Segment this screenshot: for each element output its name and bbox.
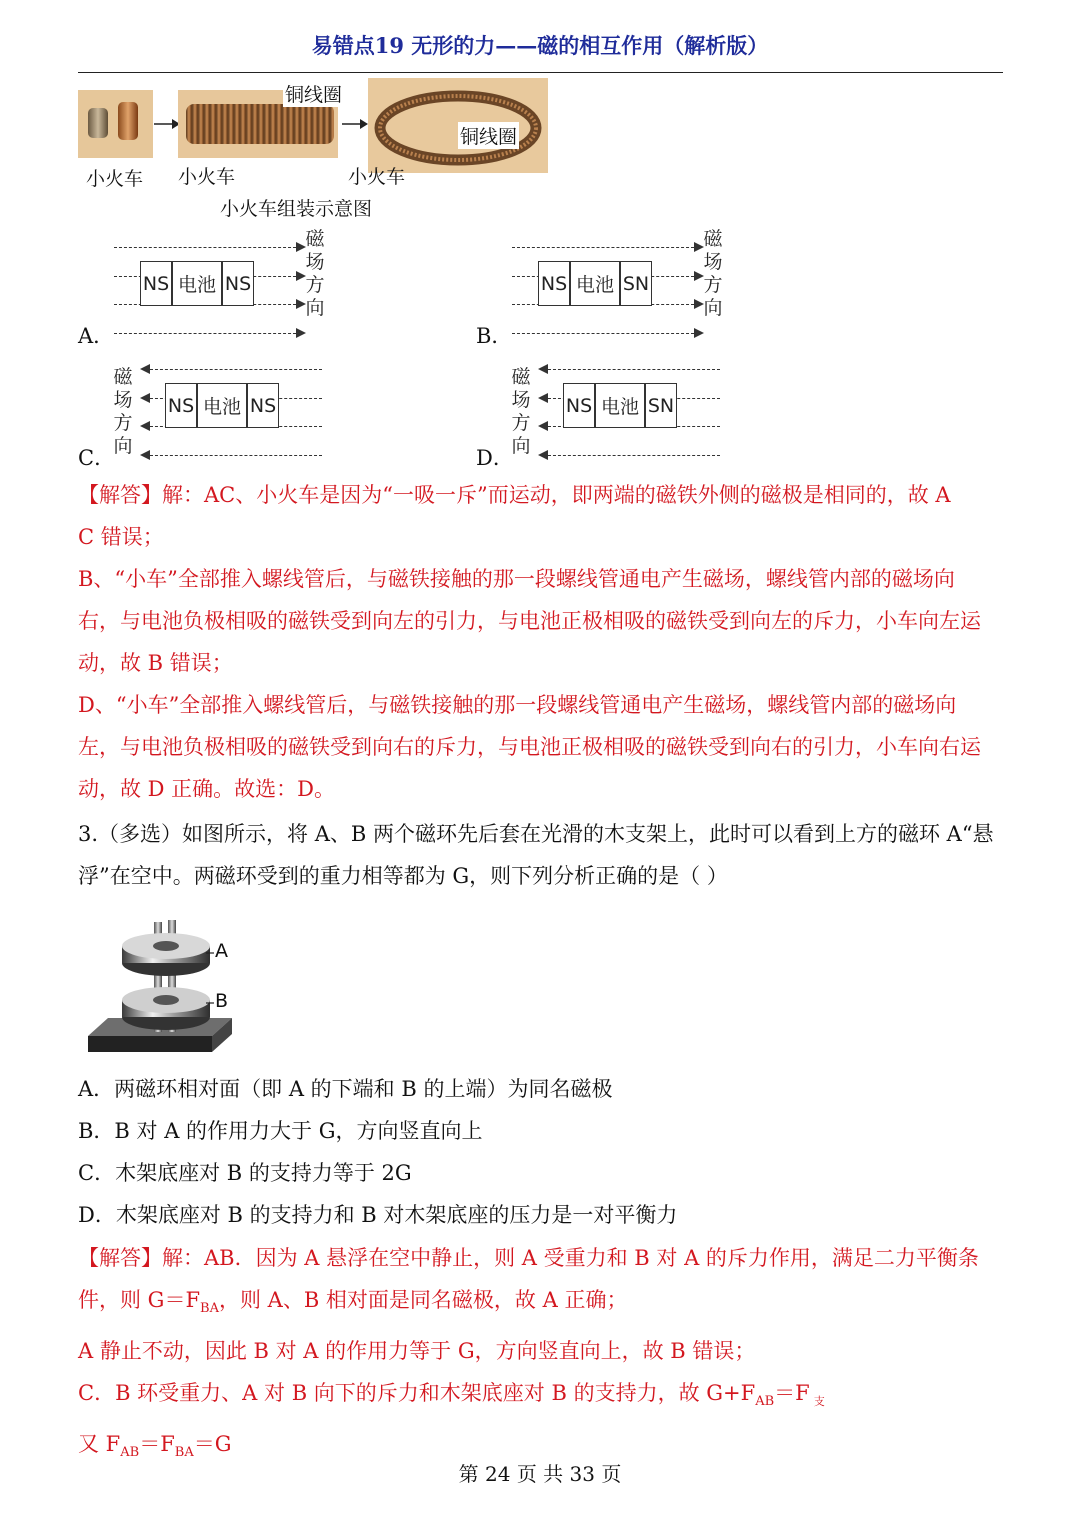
option-c-diagram bbox=[78, 362, 338, 470]
answer2-line: D、“小车”全部推入螺线管后，与磁铁接触的那一段螺线管通电产生磁场，螺线管内部的磁场向 bbox=[78, 693, 957, 717]
answer2-line: 左，与电池负极相吸的磁铁受到向右的斥力，与电池正极相吸的磁铁受到向右的引力，小车向右运 bbox=[78, 735, 981, 759]
option-item: C．木架底座对 B 的支持力等于 2G bbox=[78, 1161, 412, 1185]
option-item: D．木架底座对 B 的支持力和 B 对木架底座的压力是一对平衡力 bbox=[78, 1203, 678, 1227]
option-c-letter: C． bbox=[78, 446, 116, 470]
magnet-right: NS bbox=[222, 261, 254, 306]
magnet-right: SN bbox=[620, 261, 652, 306]
field-label-char: 磁 bbox=[511, 366, 531, 388]
answer2-line: 动，故 D 正确。故选：D。 bbox=[78, 777, 336, 801]
coil-label-1: 铜线圈 bbox=[283, 80, 344, 107]
question3-options bbox=[78, 1068, 677, 1236]
option-a-letter: A． bbox=[78, 324, 115, 348]
train-photo-parts bbox=[78, 90, 153, 158]
question3-stem bbox=[78, 813, 994, 897]
figure-caption: 小火车组装示意图 bbox=[220, 198, 373, 220]
magnet-left: NS bbox=[563, 383, 595, 428]
field-label-char: 向 bbox=[113, 435, 133, 457]
answer3-line: C．B 环受重力、A 对 B 向下的斥力和木架底座对 B 的支持力，故 $G+F_{AB}=F$ $_支$ bbox=[78, 1381, 825, 1410]
option-item: B．B 对 A 的作用力大于 G，方向竖直向上 bbox=[78, 1119, 483, 1143]
field-label-char: 磁 bbox=[113, 366, 133, 388]
magnet-right: NS bbox=[247, 383, 279, 428]
option-a-diagram bbox=[78, 228, 338, 353]
battery: 电池 bbox=[570, 261, 620, 306]
option-item: A．两磁环相对面（即 A 的下端和 B 的上端）为同名磁极 bbox=[78, 1077, 613, 1101]
field-label-char: 向 bbox=[305, 297, 325, 319]
answer3-line: 【解答】解：AB．因为 A 悬浮在空中静止，则 A 受重力和 B 对 A 的斥力作用，满足二力平衡条 bbox=[78, 1246, 979, 1270]
option-b-letter: B． bbox=[476, 324, 513, 348]
option-d-diagram bbox=[476, 362, 736, 470]
answer3-line: 件，则 $G=F_{BA}$，则 A、B 相对面是同名磁极，故 A 正确； bbox=[78, 1288, 628, 1317]
train-label-3: 小火车 bbox=[348, 166, 406, 188]
page-number: 第 24 页 共 33 页 bbox=[458, 1462, 622, 1486]
field-label-char: 方 bbox=[511, 412, 531, 434]
ring-a-label: A bbox=[215, 940, 228, 962]
train-label-2: 小火车 bbox=[178, 166, 236, 188]
question3-line: 浮”在空中。两磁环受到的重力相等都为 G，则下列分析正确的是（ ） bbox=[78, 864, 728, 888]
field-label-char: 场 bbox=[305, 251, 325, 273]
field-label-char: 向 bbox=[511, 435, 531, 457]
field-label-char: 磁 bbox=[305, 228, 325, 250]
magnet-left: NS bbox=[165, 383, 197, 428]
question3-line: 3.（多选）如图所示，将 A、B 两个磁环先后套在光滑的木支架上，此时可以看到上方的磁环 A“悬 bbox=[78, 822, 994, 846]
coil-label-2: 铜线圈 bbox=[458, 122, 519, 149]
battery: 电池 bbox=[595, 383, 645, 428]
answer2-line: 【解答】解：AC、小火车是因为“一吸一斥”而运动，即两端的磁铁外侧的磁极是相同的，故 A bbox=[78, 483, 951, 507]
field-label-char: 场 bbox=[113, 389, 133, 411]
battery: 电池 bbox=[172, 261, 222, 306]
magnet-right: SN bbox=[645, 383, 677, 428]
answer3-line: A 静止不动，因此 B 对 A 的作用力等于 G，方向竖直向上，故 B 错误； bbox=[78, 1339, 756, 1364]
field-label-char: 磁 bbox=[703, 228, 723, 250]
header-rule bbox=[78, 72, 1003, 73]
answer3-line: 又 $F_{AB}=F_{BA}=G$ bbox=[78, 1432, 232, 1461]
field-label-char: 方 bbox=[305, 274, 325, 296]
ring-b-label: B bbox=[215, 990, 229, 1012]
field-label-char: 向 bbox=[703, 297, 723, 319]
field-label-char: 场 bbox=[511, 389, 531, 411]
battery: 电池 bbox=[197, 383, 247, 428]
answer2-line: 动，故 B 错误； bbox=[78, 651, 233, 675]
magnet-left: NS bbox=[538, 261, 570, 306]
field-label-char: 方 bbox=[113, 412, 133, 434]
option-b-diagram bbox=[476, 228, 736, 353]
answer2-block bbox=[78, 474, 981, 810]
field-label-char: 方 bbox=[703, 274, 723, 296]
option-d-letter: D． bbox=[476, 446, 514, 470]
answer-tag: 【解答】 bbox=[78, 1246, 162, 1270]
answer2-line: B、“小车”全部推入螺线管后，与磁铁接触的那一段螺线管通电产生磁场，螺线管内部的磁场向 bbox=[78, 567, 955, 591]
magnet-left: NS bbox=[140, 261, 172, 306]
answer2-line: C 错误； bbox=[78, 525, 164, 549]
field-label-char: 场 bbox=[703, 251, 723, 273]
arrow-icon bbox=[154, 118, 180, 130]
arrow-icon bbox=[342, 118, 368, 130]
answer-tag: 【解答】 bbox=[78, 483, 162, 507]
page-header-title: 易错点19 无形的力——磁的相互作用（解析版） bbox=[311, 33, 769, 58]
magnet-rings-figure bbox=[84, 918, 244, 1058]
answer3-block bbox=[78, 1237, 979, 1475]
train-label-1: 小火车 bbox=[86, 168, 144, 190]
answer2-line: 右，与电池负极相吸的磁铁受到向左的引力，与电池正极相吸的磁铁受到向左的斥力，小车向左运 bbox=[78, 609, 981, 633]
